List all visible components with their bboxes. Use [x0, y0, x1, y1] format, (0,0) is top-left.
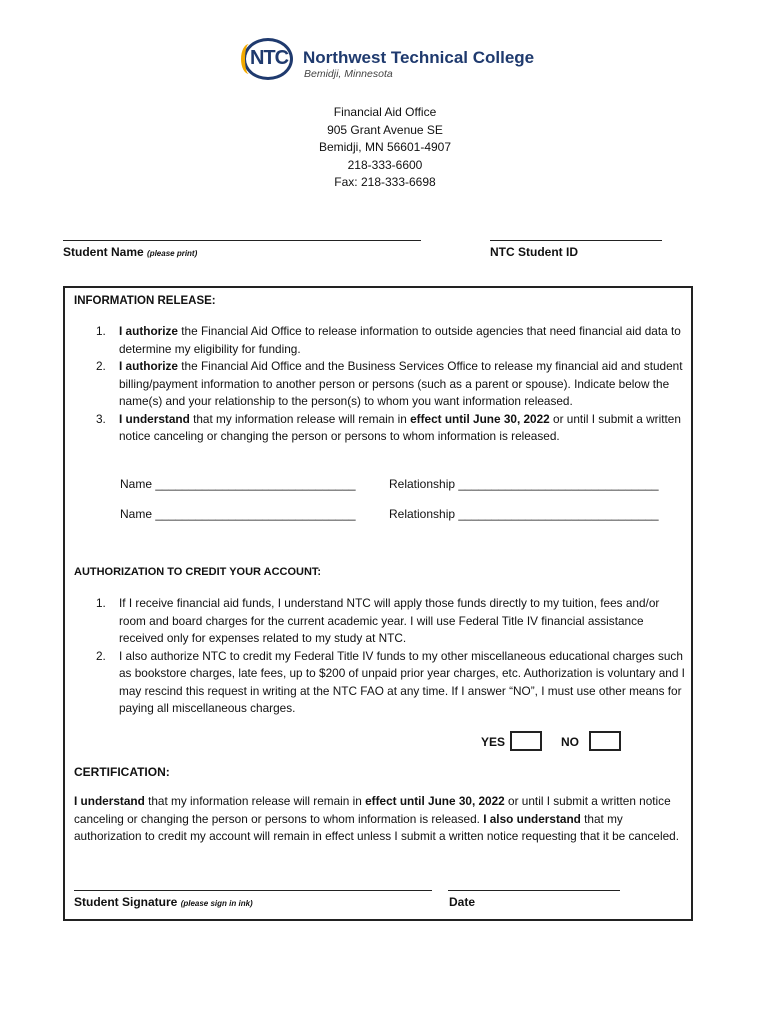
- release-name-field-2[interactable]: Name ______________________________: [120, 507, 356, 521]
- student-name-label: [63, 245, 197, 259]
- signature-label-text: Student Signature: [74, 895, 178, 909]
- item-text: If I receive financial aid funds, I understand NTC will apply those funds directly to my tuition, fees and/or room and board charges for the current academic year. I will use Federal Title IV financial assistance received only for expenses related to my study at NTC.: [119, 596, 660, 645]
- cert-text: that my information release will remain in: [144, 794, 366, 808]
- student-name-label-text: Student Name: [63, 245, 144, 259]
- cert-bold-text: I understand: [74, 794, 145, 808]
- certification-text: [74, 793, 686, 846]
- signature-label: [74, 895, 253, 909]
- release-name-field-1[interactable]: Name ______________________________: [120, 477, 356, 491]
- info-release-heading: INFORMATION RELEASE:: [74, 295, 216, 307]
- office-name: Financial Aid Office: [333, 105, 437, 119]
- cert-text: that my authorization to credit my account will remain in effect unless I submit a written notice requesting that it be canceled.: [74, 811, 680, 843]
- info-release-list: [74, 323, 686, 446]
- list-item: [74, 358, 686, 411]
- credit-authorization-heading: AUTHORIZATION TO CREDIT YOUR ACCOUNT:: [74, 566, 322, 578]
- signature-note: (please sign in ink): [180, 899, 253, 908]
- student-id-label: NTC Student ID: [490, 245, 578, 259]
- release-relationship-field-1[interactable]: Relationship ______________________________: [389, 477, 659, 491]
- street-address: 905 Grant Avenue SE: [327, 122, 443, 137]
- item-text: I also authorize NTC to credit my Federal Title IV funds to my other miscellaneous educational charges such as bookstore charges, late fees, up to $200 of unpaid prior year charges, etc. Authorization is voluntary and I may rescind this request in writing at the NTC FAO at any time. If I answer “NO”, I must use other means for paying all miscellaneous charges.: [119, 648, 685, 715]
- student-name-note: (please print): [147, 249, 198, 258]
- no-label: NO: [561, 735, 579, 749]
- credit-authorization-list: [74, 595, 686, 718]
- cert-bold-text: effect until June 30, 2022: [365, 794, 505, 808]
- logo-mark: NTC: [249, 47, 289, 69]
- item-text: or until I submit a written notice canceling or changing the person or persons to whom information is released.: [119, 411, 681, 443]
- date-field[interactable]: [448, 890, 620, 891]
- item-number: 1.: [96, 324, 106, 338]
- office-address: [235, 104, 535, 192]
- list-item: [74, 595, 686, 648]
- item-bold-text: I authorize: [119, 324, 178, 338]
- item-bold-text: I understand: [119, 411, 190, 426]
- signature-field[interactable]: [74, 890, 432, 891]
- item-number: 2.: [96, 648, 106, 663]
- item-number: 2.: [96, 359, 106, 373]
- city-state-zip: Bemidji, MN 56601-4907: [318, 140, 452, 154]
- cert-text: or until I submit a written notice canceling or changing the person or persons to whom information is released.: [74, 794, 671, 826]
- item-number: 1.: [96, 596, 106, 610]
- date-label: Date: [449, 895, 476, 909]
- college-logo: [243, 38, 543, 88]
- student-id-field[interactable]: [490, 240, 662, 241]
- college-location: Bemidji, Minnesota: [304, 68, 393, 80]
- list-item: [74, 323, 686, 358]
- student-name-field[interactable]: [63, 240, 421, 241]
- item-text: the Financial Aid Office to release information to outside agencies that need financial aid data to determine my eligibility for funding.: [119, 324, 681, 356]
- no-checkbox[interactable]: [589, 731, 621, 751]
- yes-checkbox[interactable]: [510, 731, 542, 751]
- item-bold-text: effect until June 30, 2022: [410, 411, 550, 426]
- college-name: Northwest Technical College: [303, 48, 535, 67]
- release-relationship-field-2[interactable]: Relationship ______________________________: [389, 507, 659, 521]
- certification-heading: CERTIFICATION:: [74, 765, 170, 779]
- yes-label: YES: [481, 735, 506, 749]
- item-text: the Financial Aid Office and the Business Services Office to release my financial aid and student billing/payment information to another person or persons (such as a parent or spouse). Indicate below the name(s) and your relationship to the person(s) to whom you want information released.: [119, 359, 683, 408]
- list-item: [74, 648, 686, 718]
- item-bold-text: I authorize: [119, 359, 178, 373]
- phone-number: 218-333-6600: [347, 157, 423, 172]
- item-text: that my information release will remain in: [189, 411, 411, 426]
- item-number: 3.: [96, 411, 106, 426]
- fax-number: Fax: 218-333-6698: [334, 175, 436, 189]
- cert-bold-text: I also understand: [483, 811, 581, 826]
- list-item: [74, 411, 686, 446]
